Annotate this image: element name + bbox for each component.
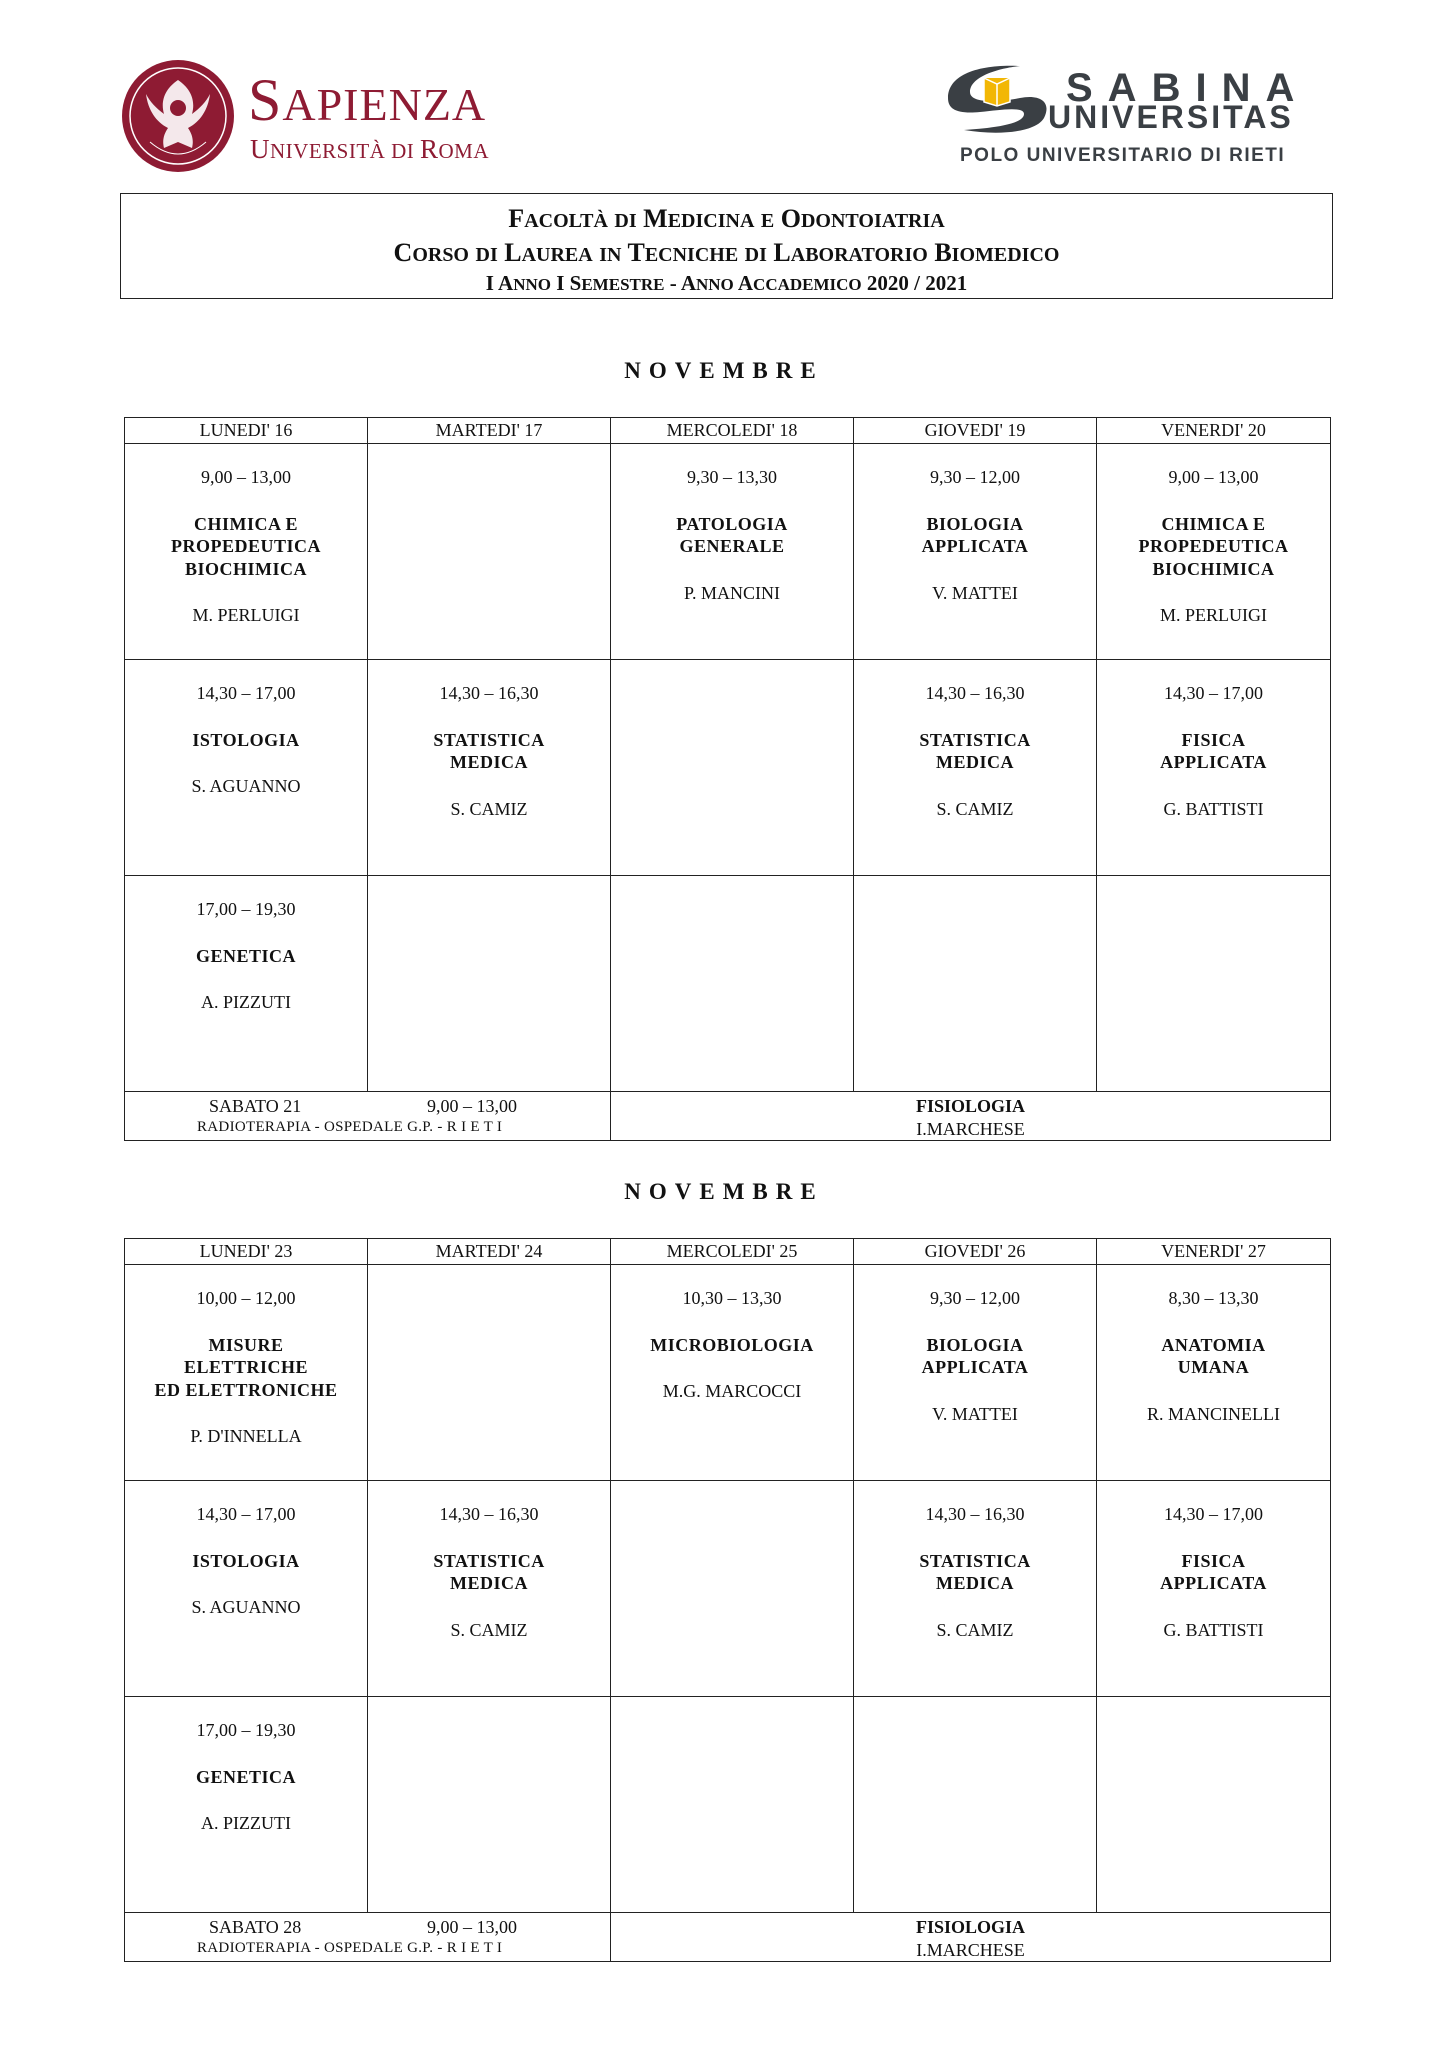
- lesson-slot: [1097, 444, 1331, 660]
- lesson-professor: R. MANCINELLI: [1147, 1403, 1280, 1424]
- empty-slot: [1097, 1697, 1331, 1913]
- saturday-professor: I.MARCHESE: [916, 1939, 1025, 1960]
- lesson-slot: [611, 1265, 854, 1481]
- lesson-professor: G. BATTISTI: [1163, 1619, 1264, 1640]
- sapienza-subtitle: UNIVERSITÀ DI ROMA: [250, 134, 490, 164]
- lesson-slot: [125, 1265, 368, 1481]
- subject-line: MEDICA: [936, 752, 1014, 772]
- lesson-professor: S. AGUANNO: [191, 776, 301, 796]
- lesson-time: 8,30 – 13,30: [1168, 1288, 1259, 1308]
- lesson-professor: S. CAMIZ: [450, 1619, 528, 1640]
- subject-line: ISTOLOGIA: [192, 1550, 300, 1571]
- lesson-slot: [125, 1697, 368, 1913]
- subject-line: ED ELETTRONICHE: [154, 1379, 338, 1400]
- subject-line: APPLICATA: [1160, 752, 1267, 772]
- lesson-time: 9,30 – 12,00: [930, 1288, 1020, 1308]
- lesson-subject: [368, 1550, 610, 1595]
- saturday-subject: FISIOLOGIA: [915, 1096, 1026, 1116]
- subject-line: MISURE: [208, 1334, 284, 1355]
- empty-slot: [611, 1697, 854, 1913]
- lesson-time: 10,30 – 13,30: [682, 1288, 782, 1308]
- subject-line: PATOLOGIA: [676, 513, 788, 534]
- sabina-swoosh-icon: [940, 58, 1060, 138]
- saturday-time: 9,00 – 13,00: [427, 1917, 517, 1937]
- lesson-time: 14,30 – 16,30: [439, 1504, 539, 1524]
- subject-line: PROPEDEUTICA: [170, 536, 321, 556]
- subject-line: CHIMICA E: [1161, 513, 1266, 534]
- empty-slot: [854, 1697, 1097, 1913]
- subject-line: APPLICATA: [921, 1357, 1029, 1377]
- lesson-time: 17,00 – 19,30: [196, 1720, 296, 1740]
- empty-slot: [611, 1481, 854, 1697]
- faculty-title: [121, 206, 1332, 232]
- subject-line: GENERALE: [679, 536, 785, 556]
- saturday-subject-cell: [611, 1913, 1331, 1962]
- subject-line: MEDICA: [936, 1573, 1014, 1593]
- lesson-subject: [125, 945, 367, 968]
- lesson-slot: [125, 876, 368, 1092]
- saturday-day: SABATO 21: [209, 1096, 302, 1116]
- lesson-subject: [125, 1334, 367, 1402]
- subject-line: GENETICA: [195, 945, 297, 966]
- sabina-subtitle: UNIVERSITAS: [1048, 99, 1294, 135]
- day-header: GIOVEDI' 19: [854, 418, 1097, 444]
- lesson-subject: [611, 513, 853, 558]
- lesson-time: 14,30 – 16,30: [925, 683, 1025, 703]
- lesson-professor: M.G. MARCOCCI: [662, 1381, 802, 1401]
- subject-line: PROPEDEUTICA: [1138, 536, 1289, 556]
- subject-line: MICROBIOLOGIA: [650, 1334, 814, 1355]
- subject-line: FISICA: [1181, 1550, 1246, 1571]
- lesson-professor: S. CAMIZ: [450, 798, 528, 819]
- subject-line: BIOLOGIA: [926, 1334, 1024, 1355]
- lesson-subject: [125, 1550, 367, 1573]
- week-table-1: [124, 417, 1331, 1141]
- lesson-slot: [368, 660, 611, 876]
- lesson-subject: [611, 1334, 853, 1357]
- day-header: GIOVEDI' 26: [854, 1239, 1097, 1265]
- course-title: [121, 240, 1332, 266]
- lesson-professor: S. AGUANNO: [191, 1597, 301, 1617]
- lesson-subject: [1097, 1334, 1330, 1379]
- lesson-time: 9,00 – 13,00: [201, 467, 291, 487]
- day-header: MERCOLEDI' 25: [611, 1239, 854, 1265]
- lesson-time: 14,30 – 17,00: [196, 683, 296, 703]
- lesson-professor: S. CAMIZ: [936, 798, 1014, 819]
- header-line-2: CORSO DI LAUREA IN TECNICHE DI LABORATORIO BIOMEDICO: [393, 238, 1060, 267]
- lesson-professor: A. PIZZUTI: [201, 1813, 291, 1833]
- subject-line: MEDICA: [450, 1573, 528, 1593]
- saturday-subject: FISIOLOGIA: [915, 1917, 1026, 1937]
- empty-slot: [368, 876, 611, 1092]
- lesson-subject: [854, 1334, 1096, 1379]
- empty-slot: [368, 1697, 611, 1913]
- lesson-time: 14,30 – 16,30: [439, 683, 539, 703]
- empty-slot: [368, 1265, 611, 1481]
- lesson-slot: [854, 660, 1097, 876]
- sapienza-seal-icon: [120, 58, 236, 174]
- lesson-time: 9,30 – 13,30: [687, 467, 777, 487]
- saturday-location: RADIOTERAPIA - OSPEDALE G.P. - R I E T I: [197, 1940, 503, 1956]
- lesson-slot: [611, 444, 854, 660]
- subject-line: APPLICATA: [1160, 1573, 1267, 1593]
- lesson-professor: S. CAMIZ: [936, 1619, 1014, 1640]
- lesson-slot: [125, 444, 368, 660]
- lesson-slot: [854, 444, 1097, 660]
- subject-line: ISTOLOGIA: [192, 729, 300, 750]
- lesson-time: 14,30 – 17,00: [196, 1504, 296, 1524]
- lesson-subject: [854, 1550, 1096, 1595]
- day-header: VENERDI' 20: [1097, 418, 1331, 444]
- lesson-subject: [125, 1766, 367, 1789]
- saturday-professor: I.MARCHESE: [916, 1118, 1025, 1139]
- sabina-name: SABINA: [1066, 66, 1310, 110]
- academic-year: [121, 273, 1332, 294]
- sapienza-logo: [120, 58, 520, 176]
- lesson-subject: [1097, 513, 1330, 581]
- lesson-subject: [368, 729, 610, 774]
- sabina-logo: [940, 58, 1310, 168]
- saturday-time: 9,00 – 13,00: [427, 1096, 517, 1116]
- sabina-polo: POLO UNIVERSITARIO DI RIETI: [960, 146, 1286, 165]
- empty-slot: [611, 876, 854, 1092]
- lesson-professor: M. PERLUIGI: [1160, 605, 1267, 625]
- lesson-professor: M. PERLUIGI: [192, 605, 300, 625]
- lesson-slot: [1097, 1265, 1331, 1481]
- subject-line: ELETTRICHE: [183, 1357, 309, 1377]
- subject-line: BIOLOGIA: [926, 513, 1024, 534]
- lesson-subject: [854, 729, 1096, 774]
- saturday-location: RADIOTERAPIA - OSPEDALE G.P. - R I E T I: [197, 1119, 503, 1135]
- day-header: MARTEDI' 24: [368, 1239, 611, 1265]
- lesson-slot: [1097, 660, 1331, 876]
- course-header: [120, 193, 1333, 299]
- lesson-time: 14,30 – 17,00: [1164, 1504, 1263, 1524]
- lesson-professor: V. MATTEI: [932, 582, 1018, 603]
- subject-line: STATISTICA: [919, 729, 1031, 750]
- lesson-slot: [125, 660, 368, 876]
- lesson-slot: [368, 1481, 611, 1697]
- header-line-3: I ANNO I SEMESTRE - ANNO ACCADEMICO 2020 / 2021: [485, 271, 968, 295]
- lesson-slot: [125, 1481, 368, 1697]
- month-title-2: NOVEMBRE: [624, 1179, 824, 1204]
- subject-line: BIOCHIMICA: [184, 558, 307, 579]
- lesson-subject: [1097, 1550, 1330, 1595]
- day-header: LUNEDI' 16: [125, 418, 368, 444]
- subject-line: STATISTICA: [433, 1550, 545, 1571]
- saturday-lesson: [125, 1092, 611, 1141]
- lesson-time: 10,00 – 12,00: [196, 1288, 296, 1308]
- saturday-day: SABATO 28: [209, 1917, 302, 1937]
- subject-line: CHIMICA E: [193, 513, 298, 534]
- lesson-subject: [125, 513, 367, 581]
- subject-line: FISICA: [1181, 729, 1246, 750]
- subject-line: APPLICATA: [921, 536, 1029, 556]
- subject-line: STATISTICA: [433, 729, 545, 750]
- lesson-subject: [125, 729, 367, 752]
- subject-line: ANATOMIA: [1161, 1334, 1266, 1355]
- month-title-1: NOVEMBRE: [624, 358, 824, 383]
- lesson-professor: A. PIZZUTI: [201, 992, 291, 1012]
- lesson-slot: [854, 1265, 1097, 1481]
- lesson-professor: P. MANCINI: [683, 582, 780, 603]
- lesson-time: 14,30 – 17,00: [1164, 683, 1263, 703]
- lesson-time: 9,00 – 13,00: [1168, 467, 1259, 487]
- subject-line: UMANA: [1177, 1357, 1250, 1377]
- lesson-professor: P. D'INNELLA: [190, 1426, 302, 1446]
- lesson-professor: V. MATTEI: [932, 1403, 1018, 1424]
- subject-line: GENETICA: [195, 1766, 297, 1787]
- sapienza-name: SAPIENZA: [248, 67, 487, 133]
- day-header: LUNEDI' 23: [125, 1239, 368, 1265]
- day-header: MARTEDI' 17: [368, 418, 611, 444]
- day-header: VENERDI' 27: [1097, 1239, 1331, 1265]
- lesson-subject: [854, 513, 1096, 558]
- lesson-time: 9,30 – 12,00: [930, 467, 1020, 487]
- subject-line: STATISTICA: [919, 1550, 1031, 1571]
- empty-slot: [854, 876, 1097, 1092]
- lesson-time: 17,00 – 19,30: [196, 899, 296, 919]
- header-line-1: FACOLTÀ DI MEDICINA E ODONTOIATRIA: [508, 204, 945, 233]
- lesson-slot: [1097, 1481, 1331, 1697]
- week-table-2: [124, 1238, 1331, 1962]
- subject-line: MEDICA: [450, 752, 528, 772]
- saturday-subject-cell: [611, 1092, 1331, 1141]
- saturday-lesson: [125, 1913, 611, 1962]
- lesson-slot: [854, 1481, 1097, 1697]
- lesson-subject: [1097, 729, 1330, 774]
- subject-line: BIOCHIMICA: [1152, 558, 1275, 579]
- lesson-professor: G. BATTISTI: [1163, 798, 1264, 819]
- day-header: MERCOLEDI' 18: [611, 418, 854, 444]
- empty-slot: [611, 660, 854, 876]
- empty-slot: [368, 444, 611, 660]
- lesson-time: 14,30 – 16,30: [925, 1504, 1025, 1524]
- empty-slot: [1097, 876, 1331, 1092]
